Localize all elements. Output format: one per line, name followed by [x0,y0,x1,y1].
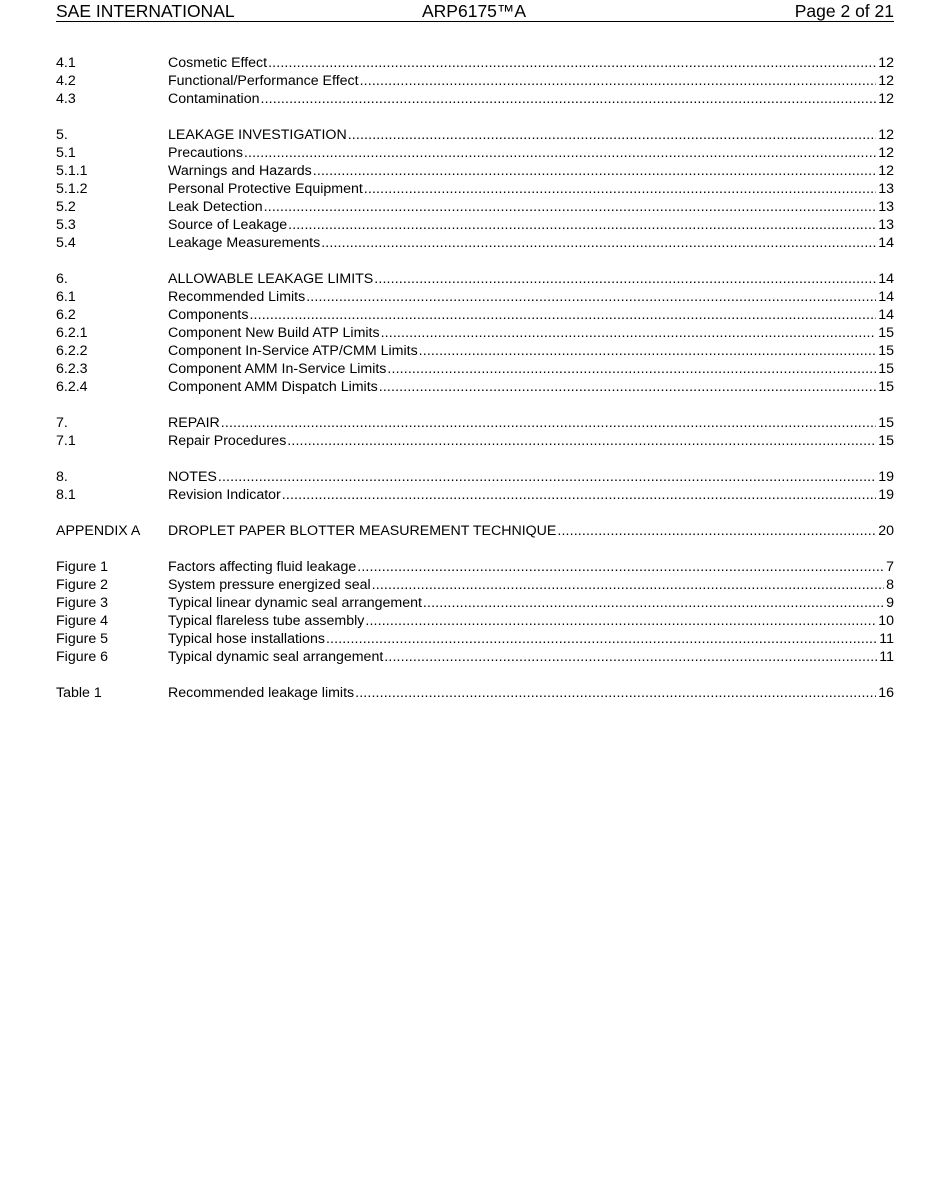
toc-entry-title: Factors affecting fluid leakage [168,559,357,575]
toc-entry-title: LEAKAGE INVESTIGATION [168,127,347,143]
toc-entry-line [168,234,894,252]
toc-entry[interactable] [56,288,894,306]
toc-entry[interactable] [56,234,894,252]
dot-leader [221,414,876,432]
toc-group [56,126,894,252]
toc-entry-page: 15 [878,433,894,449]
toc-entry-number: APPENDIX A [56,523,141,539]
toc-entry[interactable] [56,630,894,648]
toc-entry-page: 13 [878,217,894,233]
toc-entry-line [168,288,894,306]
dot-leader [384,648,877,666]
toc-entry[interactable] [56,342,894,360]
toc-entry[interactable] [56,522,894,540]
toc-entry-title: Component In-Service ATP/CMM Limits [168,343,418,359]
dot-leader [282,486,876,504]
toc-entry-number: 6.2.3 [56,361,88,377]
toc-entry-number: 7.1 [56,433,76,449]
toc-entry-page: 12 [878,91,894,107]
toc-entry-title: Source of Leakage [168,217,288,233]
toc-entry-line [168,630,894,648]
toc-entry-line [168,522,894,540]
toc-entry-line [168,126,894,144]
toc-entry[interactable] [56,576,894,594]
toc-entry-line [168,414,894,432]
toc-entry-title: Functional/Performance Effect [168,73,359,89]
dot-leader [313,162,876,180]
toc-entry-page: 13 [878,181,894,197]
dot-leader [372,576,884,594]
toc-entry-line [168,180,894,198]
dot-leader [264,198,877,216]
toc-entry-number: 5.1.2 [56,181,88,197]
toc-entry-line [168,648,894,666]
toc-entry-page: 20 [878,523,894,539]
toc-entry-page: 11 [879,631,894,647]
dot-leader [374,270,876,288]
toc-entry-title: Component AMM In-Service Limits [168,361,387,377]
dot-leader [360,72,877,90]
toc-entry-title: Typical linear dynamic seal arrangement [168,595,422,611]
toc-entry[interactable] [56,180,894,198]
dot-leader [364,180,876,198]
toc-entry-title: Component AMM Dispatch Limits [168,379,378,395]
dot-leader [288,216,876,234]
toc-entry-title: Repair Procedures [168,433,287,449]
toc-entry-page: 19 [878,469,894,485]
toc-entry-line [168,324,894,342]
publisher-name: SAE INTERNATIONAL [56,1,235,21]
dot-leader [419,342,877,360]
dot-leader [287,432,876,450]
document-number: ARP6175™A [422,1,527,21]
toc-entry-title: DROPLET PAPER BLOTTER MEASUREMENT TECHNIQUE [168,523,557,539]
toc-entry[interactable] [56,432,894,450]
page-header [56,2,894,22]
toc-entry-line [168,72,894,90]
toc-entry-page: 12 [878,55,894,71]
toc-entry-title: Cosmetic Effect [168,55,268,71]
toc-entry-number: 4.3 [56,91,76,107]
toc-entry-line [168,432,894,450]
toc-entry-number: 7. [56,415,68,431]
toc-entry-line [168,198,894,216]
toc-entry[interactable] [56,306,894,324]
toc-entry-number: 4.1 [56,55,76,71]
toc-entry-page: 14 [878,307,894,323]
toc-entry-number: Figure 3 [56,595,109,611]
toc-entry-title: Leakage Measurements [168,235,321,251]
toc-entry-title: System pressure energized seal [168,577,371,593]
toc-entry-page: 12 [878,127,894,143]
toc-entry-number: 5.1.1 [56,163,88,179]
dot-leader [268,54,876,72]
toc-entry-page: 13 [878,199,894,215]
toc-entry-title: Components [168,307,249,323]
toc-entry[interactable] [56,72,894,90]
toc-entry-line [168,342,894,360]
toc-entry-line [168,684,894,702]
toc-entry-line [168,486,894,504]
toc-group [56,54,894,108]
dot-leader [218,468,876,486]
toc-entry-line [168,54,894,72]
toc-entry[interactable] [56,594,894,612]
toc-entry-page: 7 [886,559,894,575]
toc-entry-line [168,162,894,180]
toc-entry[interactable] [56,126,894,144]
toc-entry-line [168,558,894,576]
toc-entry-number: 6.2 [56,307,76,323]
toc-entry-title: Leak Detection [168,199,263,215]
toc-entry-number: 6.1 [56,289,76,305]
toc-entry-title: Typical dynamic seal arrangement [168,649,384,665]
toc-entry-number: 5.4 [56,235,76,251]
toc-entry-page: 15 [878,361,894,377]
toc-entry-title: ALLOWABLE LEAKAGE LIMITS [168,271,374,287]
dot-leader [321,234,876,252]
dot-leader [244,144,876,162]
toc-entry-page: 15 [878,325,894,341]
dot-leader [387,360,876,378]
toc-entry-number: 5.3 [56,217,76,233]
toc-entry[interactable] [56,270,894,288]
toc-entry-number: 5. [56,127,68,143]
toc-entry-title: Component New Build ATP Limits [168,325,380,341]
toc-entry-page: 14 [878,235,894,251]
page-indicator: Page 2 of 21 [794,1,894,21]
toc-entry[interactable] [56,162,894,180]
toc-entry-number: 4.2 [56,73,76,89]
toc-entry-title: Precautions [168,145,243,161]
toc-entry-number: Table 1 [56,685,102,701]
toc-entry[interactable] [56,612,894,630]
toc-entry-number: 6. [56,271,68,287]
dot-leader [355,684,876,702]
toc-entry-number: 5.1 [56,145,76,161]
toc-entry-page: 12 [878,163,894,179]
toc-entry[interactable] [56,324,894,342]
toc-entry-line [168,90,894,108]
toc-group [56,414,894,450]
toc-entry-page: 14 [878,271,894,287]
toc-entry[interactable] [56,90,894,108]
toc-entry-number: 8. [56,469,68,485]
toc-entry-title: Contamination [168,91,260,107]
toc-entry-line [168,594,894,612]
toc-entry[interactable] [56,144,894,162]
toc-entry-line [168,270,894,288]
toc-entry[interactable] [56,684,894,702]
toc-entry-number: Figure 6 [56,649,109,665]
toc-entry[interactable] [56,558,894,576]
toc-entry[interactable] [56,360,894,378]
toc-entry-line [168,576,894,594]
toc-entry-page: 11 [879,649,894,665]
toc-entry-number: 6.2.2 [56,343,88,359]
dot-leader [381,324,877,342]
dot-leader [423,594,884,612]
toc-entry-title: Revision Indicator [168,487,281,503]
toc-entry-number: 5.2 [56,199,76,215]
toc-entry[interactable] [56,216,894,234]
toc-entry-number: Figure 1 [56,559,109,575]
toc-entry-line [168,378,894,396]
dot-leader [379,378,876,396]
toc-entry-title: Recommended leakage limits [168,685,355,701]
toc-entry-line [168,216,894,234]
dot-leader [348,126,877,144]
toc-entry-page: 14 [878,289,894,305]
toc-entry-title: Personal Protective Equipment [168,181,363,197]
dot-leader [326,630,877,648]
toc-entry[interactable] [56,378,894,396]
toc-entry-page: 12 [878,145,894,161]
toc-entry-title: REPAIR [168,415,220,431]
toc-entry-page: 19 [878,487,894,503]
toc-entry-number: Figure 4 [56,613,109,629]
toc-group [56,270,894,396]
toc-entry-number: 6.2.1 [56,325,88,341]
toc-entry[interactable] [56,468,894,486]
toc-entry-number: 8.1 [56,487,76,503]
toc-entry-page: 15 [878,415,894,431]
toc-entry[interactable] [56,54,894,72]
toc-group [56,522,894,540]
toc-entry-number: Figure 2 [56,577,109,593]
toc-entry-page: 10 [878,613,894,629]
toc-entry-line [168,144,894,162]
toc-entry-title: Typical flareless tube assembly [168,613,365,629]
toc-entry[interactable] [56,648,894,666]
toc-entry-title: Warnings and Hazards [168,163,312,179]
toc-entry-number: Figure 5 [56,631,109,647]
dot-leader [365,612,876,630]
toc-entry-page: 12 [878,73,894,89]
toc-entry-page: 15 [878,343,894,359]
dot-leader [557,522,876,540]
dot-leader [306,288,876,306]
toc-entry[interactable] [56,414,894,432]
toc-group [56,684,894,702]
dot-leader [357,558,884,576]
toc-entry-line [168,360,894,378]
toc-entry-page: 16 [878,685,894,701]
toc-entry-title: Typical hose installations [168,631,325,647]
toc-entry-title: NOTES [168,469,217,485]
toc-entry-page: 15 [878,379,894,395]
toc-group [56,558,894,666]
toc-entry-page: 9 [886,595,894,611]
toc-group [56,468,894,504]
toc-entry-title: Recommended Limits [168,289,306,305]
toc-entry-page: 8 [886,577,894,593]
table-of-contents [56,54,894,720]
toc-entry-number: 6.2.4 [56,379,88,395]
toc-entry[interactable] [56,198,894,216]
toc-entry[interactable] [56,486,894,504]
toc-entry-line [168,468,894,486]
dot-leader [249,306,876,324]
dot-leader [261,90,877,108]
toc-entry-line [168,612,894,630]
toc-entry-line [168,306,894,324]
